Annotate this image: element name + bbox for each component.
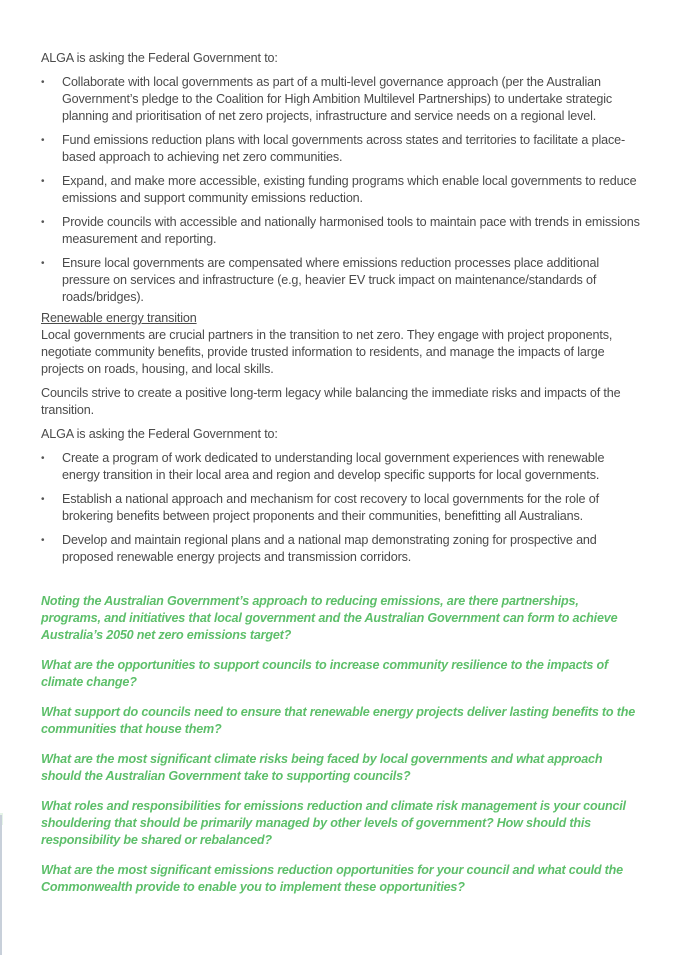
page-edge-border [0,815,2,955]
question: What are the most significant emissions reduction opportunities for your council and what could the Commonwealth provide to enable you to implement these opportunities? [41,863,623,894]
question: What roles and responsibilities for emissions reduction and climate risk management is your council shouldering that should be primarily managed by other levels of government? How should this responsibility be shared or rebalanced? [41,799,626,847]
bullet-icon: • [41,535,45,546]
bullet-icon: • [41,453,45,464]
bullet-item: • Fund emissions reduction plans with local governments across states and territories to facilitate a place-based approach to achieving net zero communities. [41,133,625,164]
bullet-item: • Collaborate with local governments as part of a multi-level governance approach (per the Australian Government’s pledge to the Coalition for High Ambition Multilevel Partnerships) to undertake strategic planning and prioritisation of net zero projects, infrastructure and service needs on a regional level. [41,75,613,123]
bullet-icon: • [41,217,45,228]
bullet-icon: • [41,494,45,505]
section1-intro: ALGA is asking the Federal Government to: [41,51,278,65]
bullet-icon: • [41,176,45,187]
question: Noting the Australian Government’s approach to reducing emissions, are there partnerships, programs, and initiatives that local government and the Australian Government can form to achieve Australia’s 2050 net zero emissions target? [41,594,618,642]
bullet-item: • Provide councils with accessible and nationally harmonised tools to maintain pace with trends in emissions measurement and reporting. [41,215,640,246]
section2-intro: ALGA is asking the Federal Government to: [41,427,278,441]
question: What support do councils need to ensure that renewable energy projects deliver lasting benefits to the communities that house them? [41,705,636,736]
section2-bullet-list [41,450,641,566]
bullet-item: • Develop and maintain regional plans and a national map demonstrating zoning for prospective and proposed renewable energy projects and transmission corridors. [41,533,597,564]
section-heading-renewable-energy: Renewable energy transition [41,311,197,325]
document-page [41,50,641,909]
section1-bullet-list [41,74,641,306]
bullet-item: • Ensure local governments are compensated where emissions reduction processes place additional pressure on services and infrastructure (e.g, heavier EV truck impact on maintenance/standards of roads/bridges). [41,256,599,304]
consultation-questions [41,593,641,896]
bullet-item: • Establish a national approach and mechanism for cost recovery to local governments for the role of brokering benefits between project proponents and their communities, benefitting all Australians. [41,492,599,523]
question: What are the opportunities to support councils to increase community resilience to the impacts of climate change? [41,658,609,689]
paragraph: Councils strive to create a positive long-term legacy while balancing the immediate risks and impacts of the transition. [41,386,621,417]
question: What are the most significant climate risks being faced by local governments and what approach should the Australian Government take to supporting councils? [41,752,603,783]
bullet-item: • Create a program of work dedicated to understanding local government experiences with renewable energy transition in their local area and region and develop specific supports for local governments. [41,451,605,482]
bullet-icon: • [41,258,45,269]
bullet-icon: • [41,135,45,146]
bullet-item: • Expand, and make more accessible, existing funding programs which enable local governments to reduce emissions and support community emissions reduction. [41,174,637,205]
bullet-icon: • [41,77,45,88]
paragraph: Local governments are crucial partners in the transition to net zero. They engage with project proponents, negotiate community benefits, provide trusted information to residents, and manage the impacts of large projects on roads, housing, and local skills. [41,328,613,376]
